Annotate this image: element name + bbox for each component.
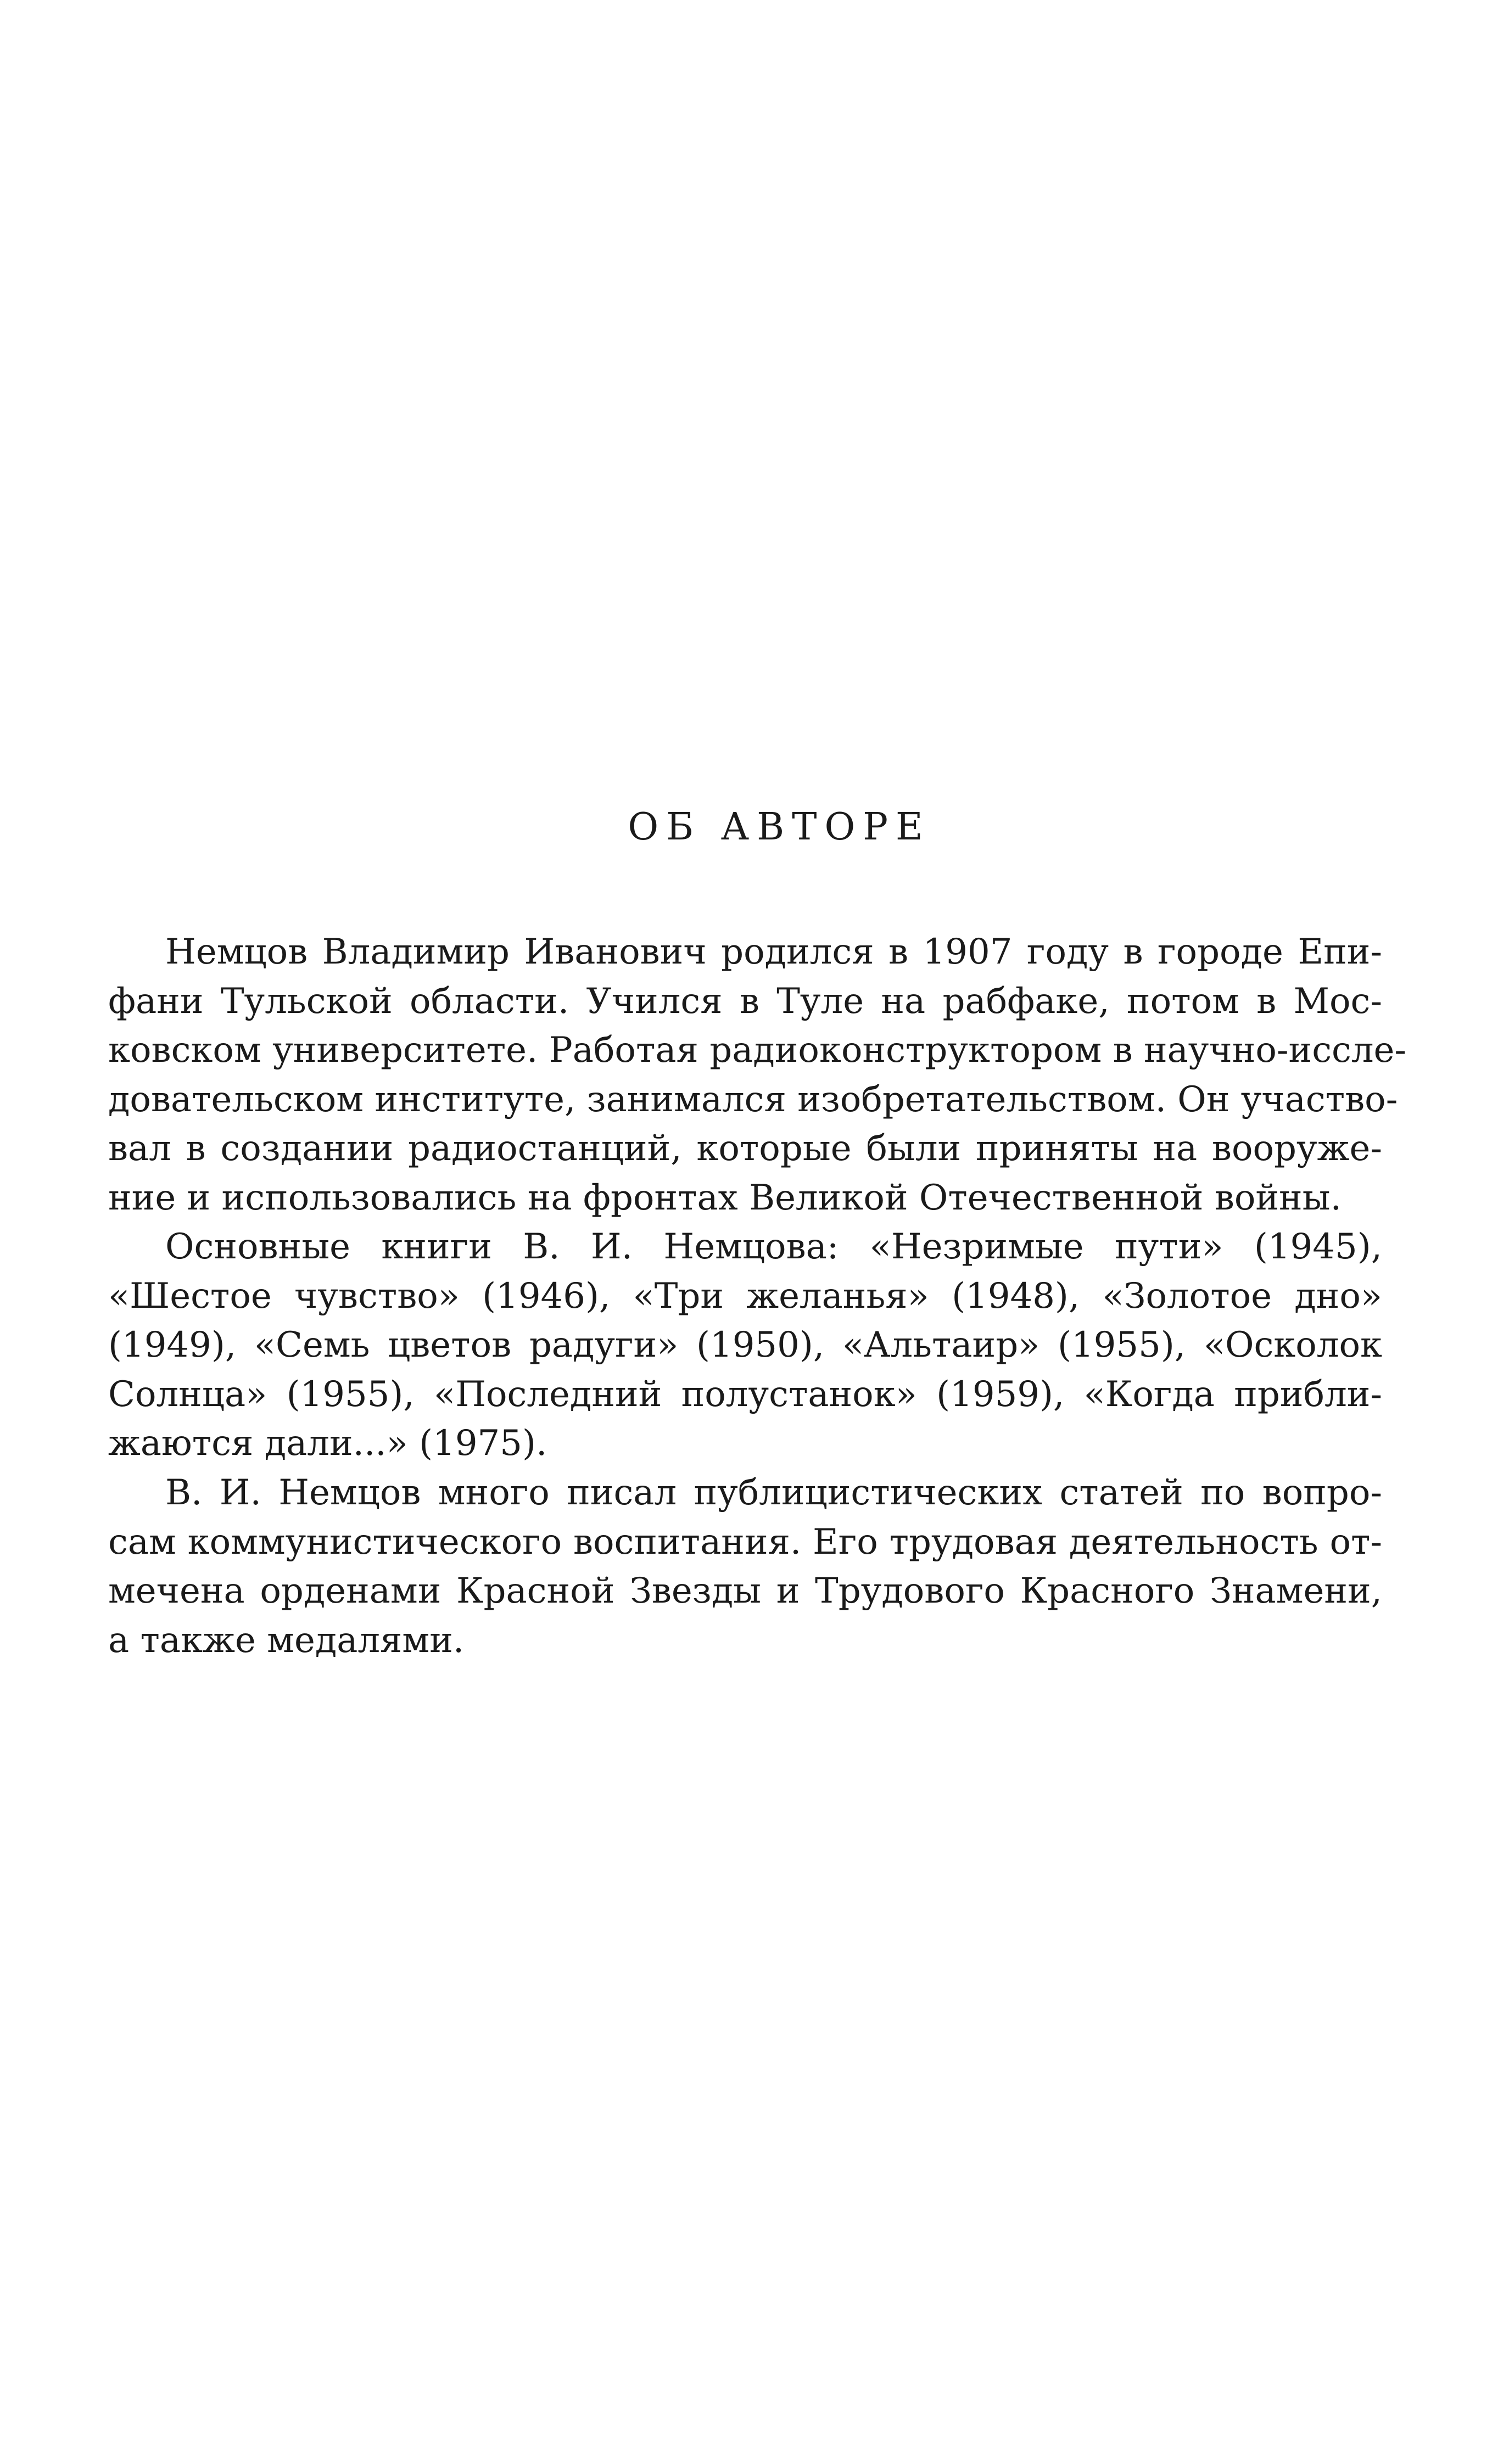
text-line: фани Тульской области. Учился в Туле на рабфаке, потом в Мос- <box>108 981 1382 1022</box>
text-line: «Шестое чувство» (1946), «Три желанья» (1948), «Золотое дно» <box>108 1275 1382 1317</box>
text-line: ковском университете. Работая радиоконструктором в научно-иссле- <box>108 1030 1407 1071</box>
text-line: жаются дали...» (1975). <box>108 1423 547 1464</box>
text-line: Солнца» (1955), «Последний полустанок» (1959), «Когда прибли- <box>108 1374 1382 1415</box>
paragraph-books <box>108 1223 1382 1469</box>
text-line: сам коммунистического воспитания. Его трудовая деятельность от- <box>108 1521 1382 1563</box>
text-line: В. И. Немцов много писал публицистических статей по вопро- <box>165 1472 1382 1513</box>
text-line: ние и использовались на фронтах Великой Отечественной войны. <box>108 1177 1342 1218</box>
text-line: Немцов Владимир Иванович родился в 1907 году в городе Епи- <box>165 932 1382 972</box>
text-line: а также медалями. <box>108 1620 465 1661</box>
text-line: (1949), «Семь цветов радуги» (1950), «Альтаир» (1955), «Осколок <box>108 1325 1382 1365</box>
text-line: довательском институте, занимался изобретательством. Он участво- <box>108 1079 1398 1120</box>
paragraph-activities <box>108 1469 1382 1665</box>
paragraph-biography <box>108 928 1407 1223</box>
text-line: вал в создании радиостанций, которые были приняты на вооруже- <box>108 1128 1382 1169</box>
text-line: Основные книги В. И. Немцова: «Незримые пути» (1945), <box>165 1227 1382 1267</box>
text-line: мечена орденами Красной Звезды и Трудового Красного Знамени, <box>108 1571 1382 1611</box>
section-heading: ОБ АВТОРЕ <box>628 805 931 849</box>
